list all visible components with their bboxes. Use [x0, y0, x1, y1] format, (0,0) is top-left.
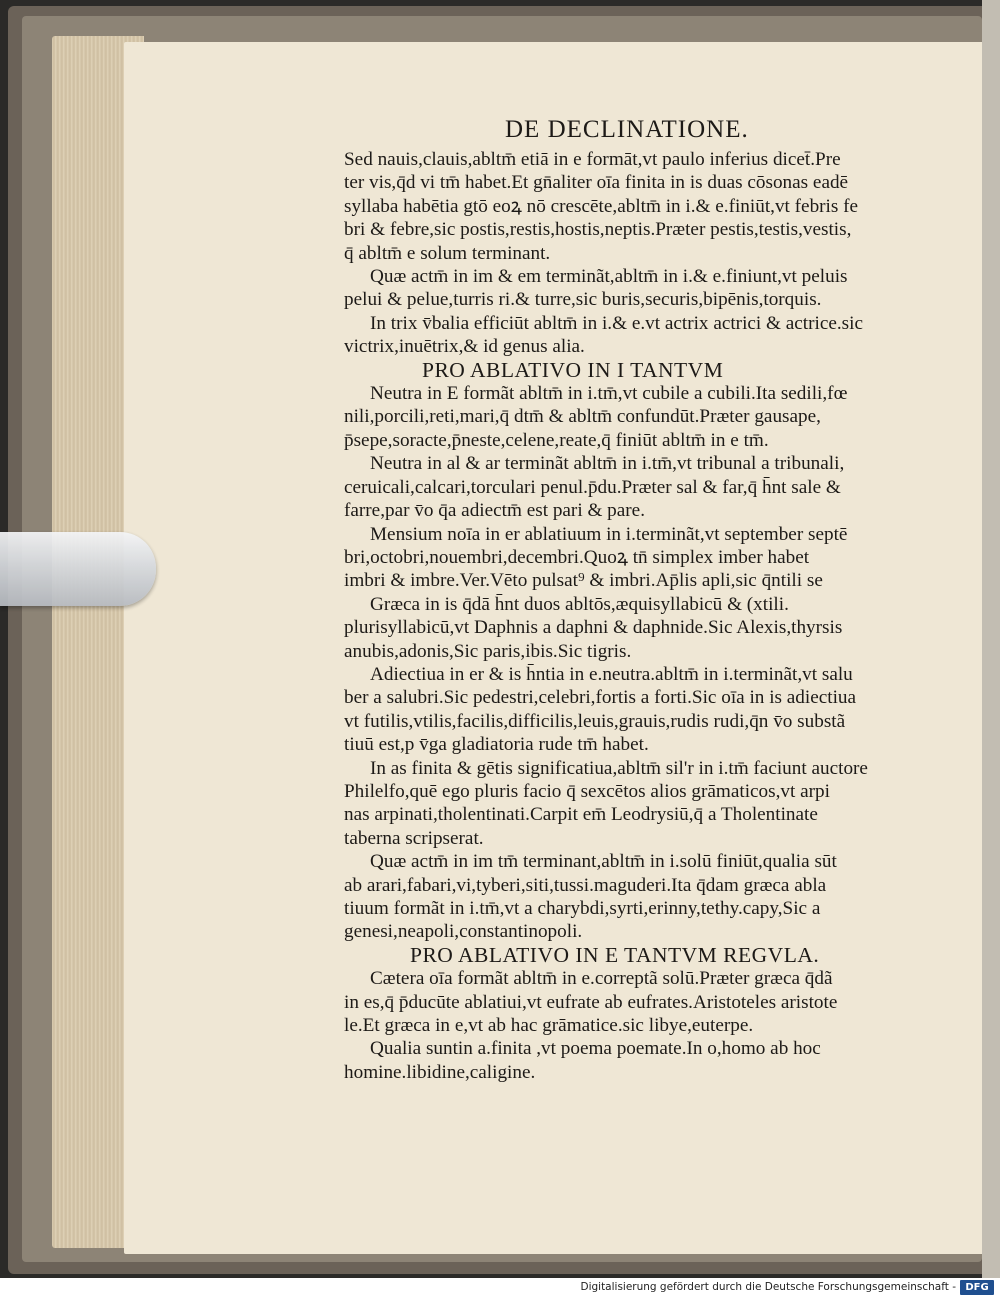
text-line: farre,par v̄o q̄a adiectm̄ est pari & pare.	[344, 500, 645, 522]
text-line: vt futilis,vtilis,facilis,difficilis,leuis,grauis,rudis rudi,q̄n v̄o substã	[344, 710, 846, 732]
text-line: ter vis,q̄d vi tm̄ habet.Et gn̄aliter oīa finita in is duas cōsonas eadē	[344, 172, 849, 194]
footer-bar	[0, 1278, 1000, 1298]
text-line: plurisyllabicū,vt Daphnis a daphni & daphnide.Sic Alexis,thyrsis	[344, 617, 843, 639]
text-line: tiuū est,p v̄ga gladiatoria rude tm̄ habet.	[344, 734, 649, 756]
text-line: p̄sepe,soracte,p̄neste,celene,reate,q̄ finiūt abltm̄ in e tm̄.	[344, 429, 769, 451]
dfg-logo: DFG	[960, 1280, 994, 1295]
text-line: ber a salubri.Sic pedestri,celebri,fortis a forti.Sic oīa in is adiectiua	[344, 687, 857, 709]
scan-margin	[982, 0, 1000, 1278]
text-line: anubis,adonis,Sic paris,ibis.Sic tigris.	[344, 640, 632, 662]
text-line: Philelfo,quē ego pluris facio q̄ sexcētos alios grāmaticos,vt arpi	[344, 780, 830, 802]
text-line: Neutra in al & ar terminãt abltm̄ in i.tm̄,vt tribunal a tribunali,	[370, 453, 845, 475]
text-line: Neutra in E formãt abltm̄ in i.tm̄,vt cubile a cubili.Ita sedili,fœ	[370, 383, 848, 405]
text-line: genesi,neapoli,constantinopoli.	[344, 921, 583, 943]
text-line: homine.libidine,caligine.	[344, 1061, 536, 1083]
text-line: In as finita & gētis significatiua,abltm̄ sil'r in i.tm̄ faciunt auctore	[370, 757, 868, 779]
text-line: Quæ actm̄ in im tm̄ terminant,abltm̄ in i.solū finiūt,qualia sūt	[370, 851, 837, 873]
text-line: q̄ abltm̄ e solum terminant.	[344, 242, 551, 264]
text-line: Sed nauis,clauis,abltm̄ etiā in e formāt,vt paulo inferius dicet̄.Pre	[344, 149, 841, 170]
text-line: bri & febre,sic postis,restis,hostis,neptis.Præter pestis,testis,vestis,	[344, 219, 852, 241]
section-heading: PRO ABLATIVO IN I TANTVM	[422, 357, 724, 382]
text-line: taberna scripserat.	[344, 827, 484, 849]
text-line: victrix,inuētrix,& id genus alia.	[344, 336, 585, 358]
text-line: nili,porcili,reti,mari,q̄ dtm̄ & abltm̄ confundūt.Præter gausape,	[344, 406, 821, 428]
text-line: syllaba habētia gtō eoꝝ nō crescēte,abltm̄ in i.& e.finiūt,vt febris fe	[344, 195, 859, 217]
text-line: Mensium noīa in er ablatiuum in i.terminãt,vt september septē	[370, 523, 848, 545]
text-line: in es,q̄ p̄ducūte ablatiui,vt eufrate ab eufrates.Aristoteles aristote	[344, 991, 838, 1013]
text-line: Cætera oīa formãt abltm̄ in e.correptã solū.Præter græca q̄dã	[370, 968, 833, 990]
section-heading: PRO ABLATIVO IN E TANTVM REGVLA.	[410, 942, 820, 967]
funding-credit: Digitalisierung gefördert durch die Deutsche Forschungsgemeinschaft -	[580, 1281, 956, 1293]
text-line: bri,octobri,nouembri,decembri.Quoꝝ tn̄ simplex imber habet	[344, 546, 810, 568]
text-line: pelui & pelue,turris ri.& turre,sic buris,securis,bipēnis,torquis.	[344, 289, 822, 311]
running-head: DE DECLINATIONE.	[505, 116, 749, 143]
text-line: ab arari,fabari,vi,tyberi,siti,tussi.maguderi.Ita q̄dam græca abla	[344, 874, 827, 896]
text-line: Græca in is q̄dā h̄nt duos abltōs,æquisyllabicū & (xtili.	[370, 593, 789, 615]
page-text	[344, 148, 919, 1084]
bookmark-strip	[0, 532, 156, 606]
text-line: In trix v̄balia efficiūt abltm̄ in i.& e.vt actrix actrici & actrice.sic	[370, 312, 864, 334]
text-line: tiuum formãt in i.tm̄,vt a charybdi,syrti,erinny,tethy.capy,Sic a	[344, 898, 821, 919]
text-line: ceruicali,calcari,torculari penul.p̄du.Præter sal & far,q̄ h̄nt sale &	[344, 476, 841, 498]
text-line: imbri & imbre.Ver.Vēto pulsat⁹ & imbri.Ap̄lis apli,sic q̄ntili se	[344, 570, 823, 592]
text-line: nas arpinati,tholentinati.Carpit em̄ Leodrysiū,q̄ a Tholentinate	[344, 804, 818, 826]
text-line: Qualia suntin a.finita ,vt poema poemate.In o,homo ab hoc	[370, 1038, 821, 1060]
text-line: Quæ actm̄ in im & em terminãt,abltm̄ in i.& e.finiunt,vt peluis	[370, 266, 848, 288]
text-line: Adiectiua in er & is h̄ntia in e.neutra.abltm̄ in i.terminãt,vt salu	[370, 663, 853, 685]
text-line: le.Et græca in e,vt ab hac grāmatice.sic libye,euterpe.	[344, 1015, 754, 1037]
